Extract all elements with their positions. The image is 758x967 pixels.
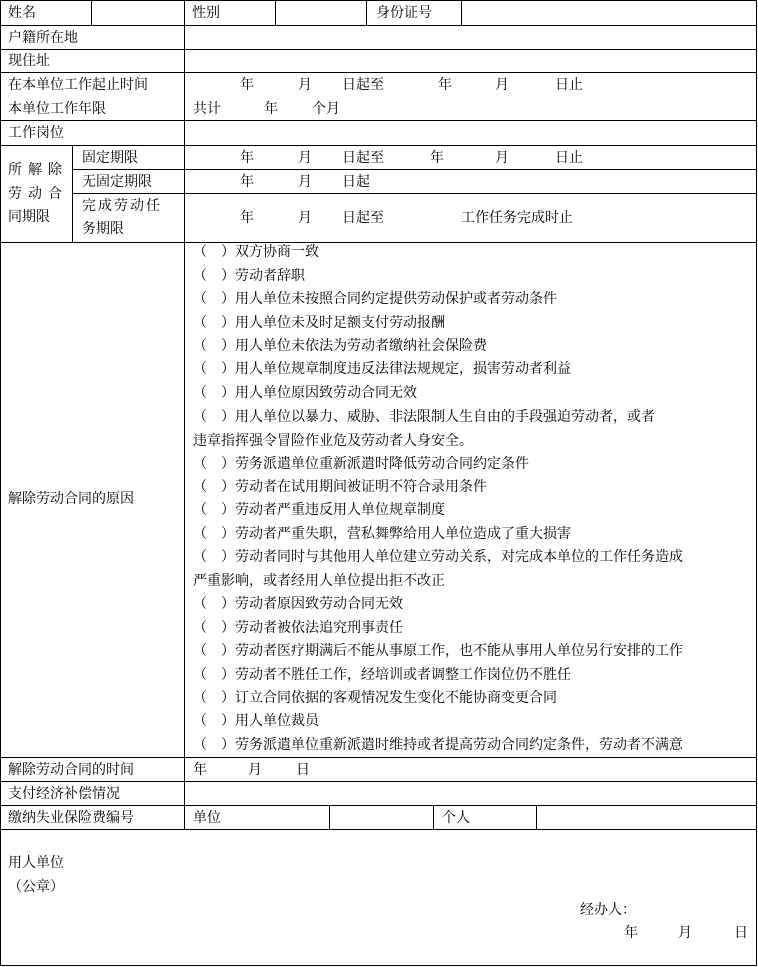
open-year: 年 xyxy=(240,174,254,190)
rule xyxy=(0,72,757,73)
contract-term-label-3: 同期限 xyxy=(8,209,50,225)
rule xyxy=(0,829,757,830)
rule-bottom xyxy=(0,965,757,966)
unemployment-label: 缴纳失业保险费编号 xyxy=(8,810,134,826)
reason-item: （ ）劳动者严重失职，营私舞弊给用人单位造成了重大损害 xyxy=(193,526,571,542)
household-label: 户籍所在地 xyxy=(8,30,78,46)
work-period-month1: 月 xyxy=(298,77,312,93)
work-years-month: 个月 xyxy=(312,101,340,117)
reason-item: （ ）劳动者辞职 xyxy=(193,268,305,284)
reason-item: （ ）劳动者原因致劳动合同无效 xyxy=(193,596,403,612)
reason-item: （ ）用人单位未按照合同约定提供劳动保护或者劳动条件 xyxy=(193,291,557,307)
open-term-label: 无固定期限 xyxy=(82,174,152,190)
employer-label: 用人单位 xyxy=(8,855,64,871)
fixed-day-to: 日止 xyxy=(555,150,583,166)
work-period-day-from: 日起至 xyxy=(342,77,384,93)
fixed-year1: 年 xyxy=(240,150,254,166)
task-day-from: 日起至 xyxy=(342,210,384,226)
rule xyxy=(0,781,757,782)
task-month: 月 xyxy=(298,210,312,226)
reason-item: （ ）劳动者同时与其他用人单位建立劳动关系，对完成本单位的工作任务造成 xyxy=(193,549,683,565)
reason-item: （ ）用人单位原因致劳动合同无效 xyxy=(193,385,417,401)
seal-day: 日 xyxy=(734,925,748,941)
handler-label: 经办人： xyxy=(580,902,636,918)
rule xyxy=(275,0,276,25)
task-end: 工作任务完成时止 xyxy=(461,210,573,226)
work-years-total: 共计 xyxy=(193,101,221,117)
reason-item-continued: 违章指挥强令冒险作业危及劳动者人身安全。 xyxy=(193,433,473,449)
work-period-label: 在本单位工作起止时间 xyxy=(8,77,148,93)
task-year: 年 xyxy=(240,210,254,226)
fixed-year2: 年 xyxy=(430,150,444,166)
rule xyxy=(461,0,462,25)
reason-item: （ ）劳动者在试用期间被证明不符合录用条件 xyxy=(193,479,487,495)
rule xyxy=(0,805,757,806)
reason-item: （ ）用人单位未及时足额支付劳动报酬 xyxy=(193,315,445,331)
task-term-label-2: 务期限 xyxy=(82,221,124,237)
position-label: 工作岗位 xyxy=(8,125,64,141)
id-label: 身份证号 xyxy=(376,5,432,21)
gender-label: 性别 xyxy=(192,5,220,21)
fixed-term-label: 固定期限 xyxy=(82,150,138,166)
rule xyxy=(0,242,757,243)
rule xyxy=(72,193,757,194)
fixed-day-from: 日起至 xyxy=(342,150,384,166)
reason-item: （ ）用人单位规章制度违反法律法规规定，损害劳动者利益 xyxy=(193,361,571,377)
reason-item: （ ）劳动者医疗期满后不能从事原工作，也不能从事用人单位另行安排的工作 xyxy=(193,643,683,659)
work-period-year2: 年 xyxy=(438,77,452,93)
work-years-year: 年 xyxy=(264,101,278,117)
rule xyxy=(0,120,757,121)
reason-item: （ ）双方协商一致 xyxy=(193,244,319,260)
reason-item: （ ）劳务派遣单位重新派遣时维持或者提高劳动合同约定条件，劳动者不满意 xyxy=(193,737,683,753)
reason-item: （ ）用人单位裁员 xyxy=(193,713,319,729)
rule xyxy=(72,169,757,170)
fixed-month2: 月 xyxy=(495,150,509,166)
work-period-month2: 月 xyxy=(495,77,509,93)
reason-item: （ ）劳动者严重违反用人单位规章制度 xyxy=(193,502,445,518)
reason-item: （ ）用人单位未依法为劳动者缴纳社会保险费 xyxy=(193,338,487,354)
open-day: 日起 xyxy=(342,174,370,190)
open-month: 月 xyxy=(298,174,312,190)
contract-term-label-1: 所解除 xyxy=(8,162,68,178)
seal-note: （公章） xyxy=(8,879,64,895)
rule xyxy=(0,145,757,146)
termination-month: 月 xyxy=(248,762,262,778)
rule-right xyxy=(756,0,757,966)
unemployment-unit-label: 单位 xyxy=(193,810,221,826)
rule xyxy=(72,145,73,242)
fixed-month1: 月 xyxy=(298,150,312,166)
rule-top xyxy=(0,0,757,1)
rule xyxy=(366,0,367,25)
contract-term-label-2: 劳动合 xyxy=(8,186,68,202)
reason-item: （ ）劳动者被依法追究刑事责任 xyxy=(193,620,403,636)
seal-month: 月 xyxy=(678,925,692,941)
name-label: 姓名 xyxy=(8,5,36,21)
rule xyxy=(0,49,757,50)
address-label: 现住址 xyxy=(8,53,50,69)
rule xyxy=(329,805,330,829)
termination-year: 年 xyxy=(193,762,207,778)
reason-item: （ ）劳动者不胜任工作，经培训或者调整工作岗位仍不胜任 xyxy=(193,667,571,683)
work-years-label: 本单位工作年限 xyxy=(8,101,106,117)
reason-item: （ ）劳务派遣单位重新派遣时降低劳动合同约定条件 xyxy=(193,456,529,472)
compensation-label: 支付经济补偿情况 xyxy=(8,786,120,802)
unemployment-personal-label: 个人 xyxy=(442,810,470,826)
reasons-label: 解除劳动合同的原因 xyxy=(8,491,134,507)
reason-item: （ ）用人单位以暴力、威胁、非法限制人生自由的手段强迫劳动者，或者 xyxy=(193,409,655,425)
termination-time-label: 解除劳动合同的时间 xyxy=(8,762,134,778)
rule xyxy=(536,805,537,829)
rule xyxy=(184,0,185,829)
rule-left xyxy=(0,0,1,966)
rule xyxy=(91,0,92,25)
rule xyxy=(0,25,757,26)
rule xyxy=(433,805,434,829)
reason-item-continued: 严重影响，或者经用人单位提出拒不改正 xyxy=(193,573,445,589)
seal-year: 年 xyxy=(624,925,638,941)
reason-item: （ ）订立合同依据的客观情况发生变化不能协商变更合同 xyxy=(193,690,557,706)
task-term-label-1: 完成劳动任 xyxy=(82,198,162,214)
work-period-day-to: 日止 xyxy=(555,77,583,93)
termination-day: 日 xyxy=(296,762,310,778)
work-period-year1: 年 xyxy=(240,77,254,93)
rule xyxy=(0,757,757,758)
